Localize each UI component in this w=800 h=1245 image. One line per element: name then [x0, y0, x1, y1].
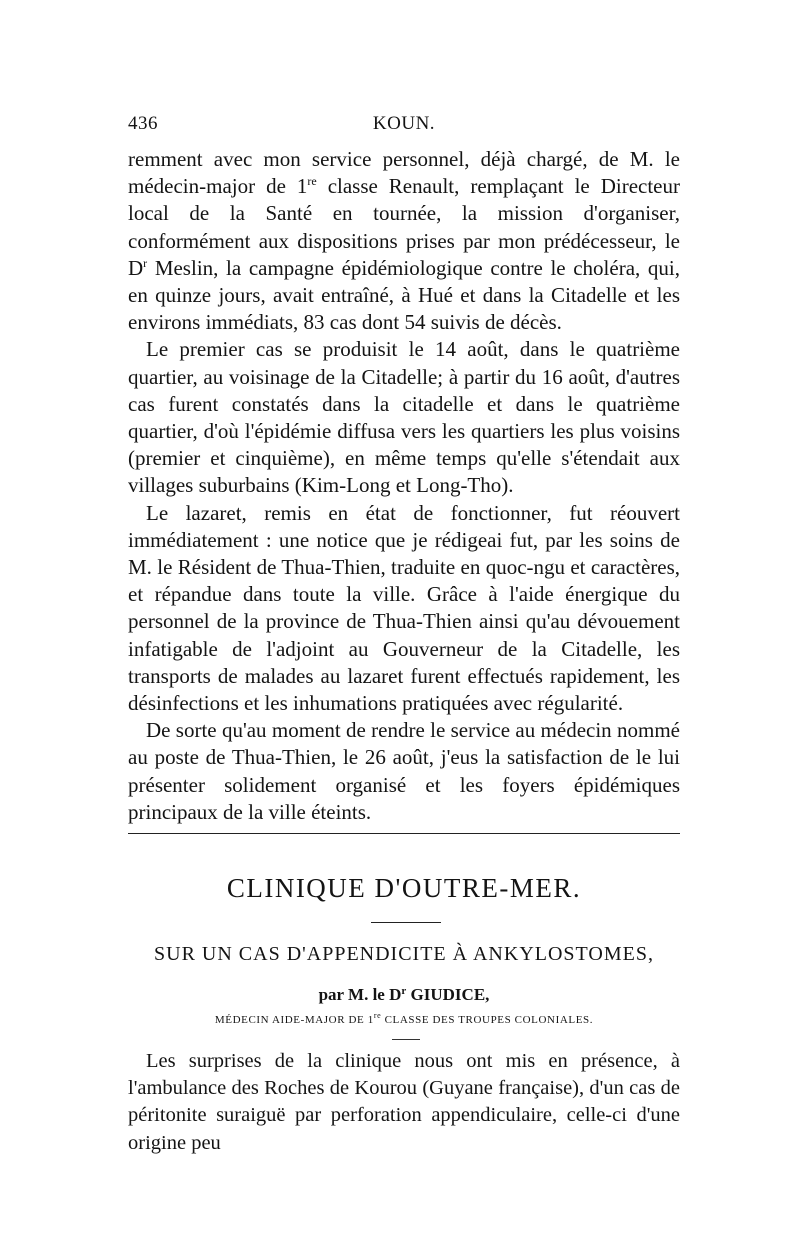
author-prefix: par M. le D [318, 985, 402, 1004]
paragraph-4: De sorte qu'au moment de rendre le service au médecin nommé au poste de Thua-Thien, le 26 août, j'eus la satisfaction de le lui présenter solidement organisé et les foyers épidémiques principaux de la ville éteints. [128, 718, 680, 824]
paragraph-1-part-a: remment avec mon service personnel, déjà chargé, de M. le médecin-major de 1 [128, 147, 680, 199]
paragraph-3: Le lazaret, remis en état de fonctionner, fut réouvert immédiatement : une notice que je rédigeai fut, par les soins de M. le Résident de Thua-Thien, traduite en quoc-ngu et caractères, et répandue dans toute la ville. Grâce à l'aide énergique du personnel de la province de Thua-Thien ainsi qu'au dévouement infatigable de l'adjoint au Gouverneur de la Citadelle, les transports de malades au lazaret furent effectués rapidement, les désinfections et les inhumations pratiquées avec régularité. [128, 500, 680, 716]
running-head: KOUN. [372, 113, 436, 134]
title-underline [371, 922, 441, 923]
author-name: GIUDICE, [406, 985, 490, 1004]
paragraph-1 [128, 146, 680, 336]
paragraph-1-part-b: classe Renault, remplaçant le Directeur local de la Santé en tournée, la mission d'organiser, conformément aux dispositions prises par mon prédécesseur, le D [128, 174, 680, 280]
page-number: 436 [128, 113, 158, 134]
page-header [128, 113, 680, 143]
author-line [128, 985, 680, 1005]
affiliation-prefix: MÉDECIN AIDE-MAJOR DE 1 [214, 1014, 374, 1026]
paragraph-2: Le premier cas se produisit le 14 août, dans le quatrième quartier, au voisinage de la Citadelle; à partir du 16 août, d'autres cas furent constatés dans la citadelle et dans le quatrième quartier, d'où l'épidémie diffusa vers les quartiers les plus voisins (premier et cinquième), en même temps qu'elle s'étendait aux villages suburbains (Kim-Long et Long-Tho). [128, 337, 680, 498]
section-divider [128, 833, 680, 834]
author-affiliation [128, 1011, 680, 1026]
affiliation-divider [392, 1039, 420, 1040]
article-subtitle: SUR UN CAS D'APPENDICITE À ANKYLOSTOMES, [154, 943, 654, 965]
superscript-r: r [143, 255, 148, 270]
paragraph-1-part-c: Meslin, la campagne épidémiologique contre le choléra, qui, en quinze jours, avait entraîné, à Hué et dans la Citadelle et les environs immédiats, 83 cas dont 54 suivis de décès. [128, 255, 680, 335]
author-superscript: r [401, 985, 407, 997]
superscript-re: re [307, 174, 317, 189]
affiliation-superscript: re [373, 1011, 382, 1020]
body-text [128, 146, 680, 826]
section-title: CLINIQUE D'OUTRE-MER. [226, 873, 582, 903]
article-paragraph-1: Les surprises de la clinique nous ont mis en présence, à l'ambulance des Roches de Kourou (Guyane française), d'un cas de péritonite suraiguë par perforation appendiculaire, celle-ci d'une origine peu [128, 1050, 680, 1154]
affiliation-suffix: CLASSE DES TROUPES COLONIALES. [381, 1014, 594, 1026]
article-body [128, 1048, 680, 1157]
